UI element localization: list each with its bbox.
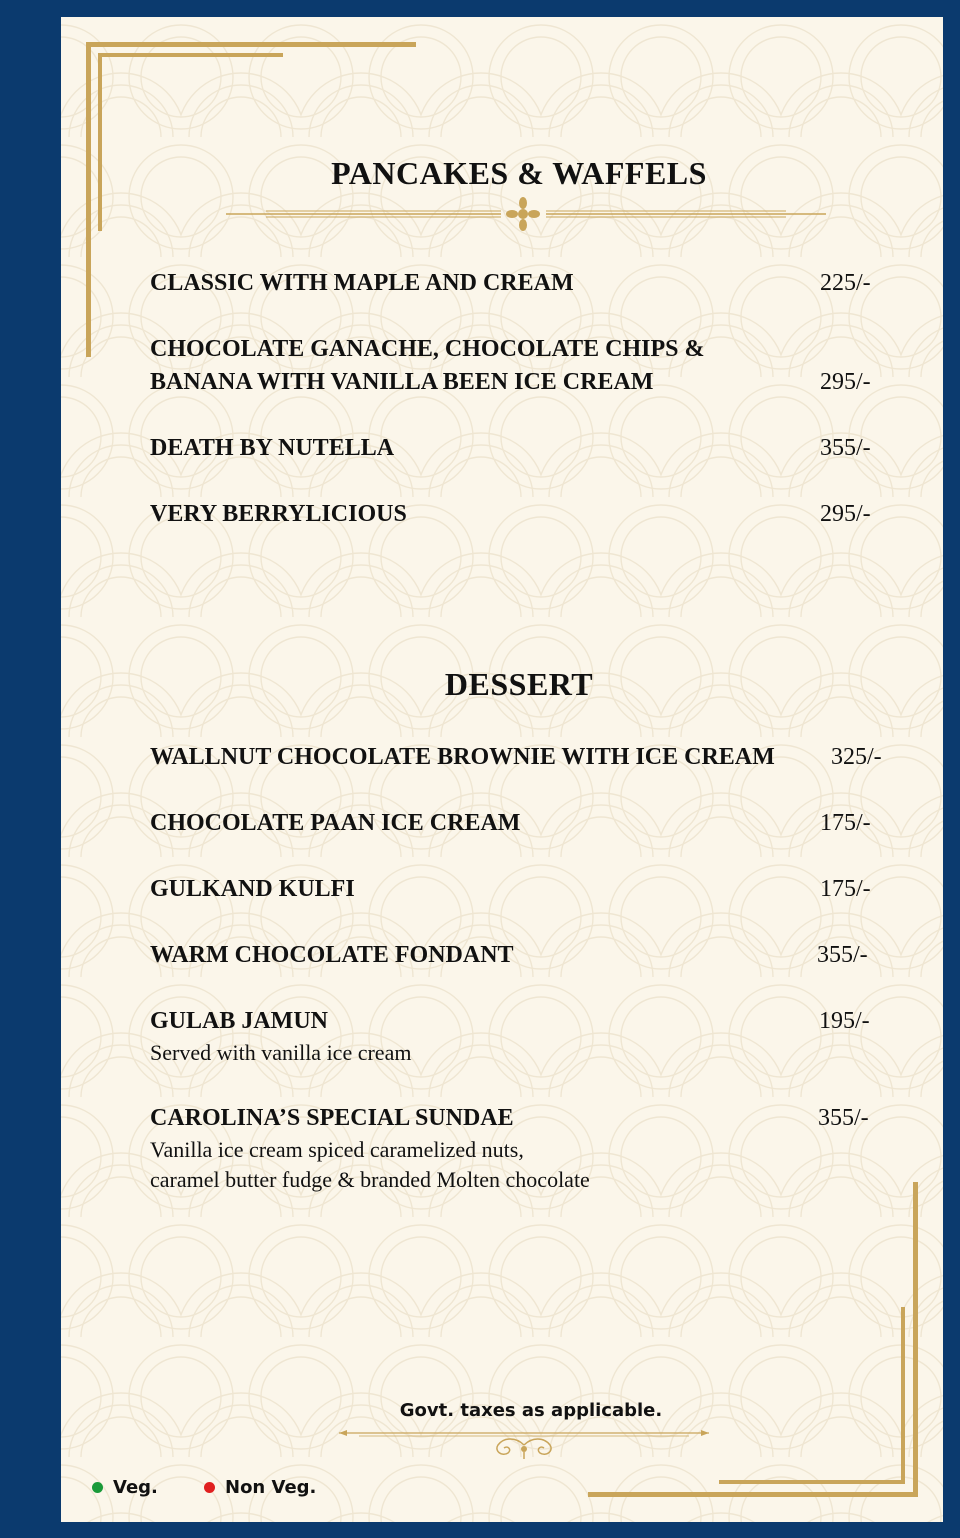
corner-frame-top-left-inner (98, 53, 102, 231)
item-price: 175/- (820, 876, 871, 902)
menu-item (150, 741, 910, 774)
legend-veg (92, 1477, 158, 1498)
non-veg-dot-icon (204, 1482, 215, 1493)
item-price: 295/- (820, 369, 871, 395)
item-name: DEATH BY NUTELLA (150, 435, 395, 461)
item-description: Vanilla ice cream spiced caramelized nuts, caramel butter fudge & branded Molten chocolate (150, 1137, 590, 1192)
veg-dot-icon (92, 1482, 103, 1493)
menu-item (150, 1005, 910, 1068)
legend-non-veg-label: Non Veg. (225, 1477, 317, 1498)
tax-note: Govt. taxes as applicable. (399, 1400, 663, 1421)
legend-veg-label: Veg. (113, 1477, 158, 1498)
legend-non-veg (204, 1477, 316, 1498)
item-name: WALLNUT CHOCOLATE BROWNIE WITH ICE CREAM (150, 744, 775, 770)
section-title-dessert: DESSERT (444, 666, 594, 702)
item-price: 175/- (820, 810, 871, 836)
menu-item (150, 939, 910, 972)
footer-divider-ornament (339, 1425, 709, 1463)
item-price: 225/- (820, 270, 871, 296)
title-divider-ornament (226, 197, 826, 231)
item-name: CHOCOLATE PAAN ICE CREAM (150, 810, 521, 836)
item-name: GULKAND KULFI (150, 876, 355, 902)
item-name: CLASSIC WITH MAPLE AND CREAM (150, 270, 574, 296)
menu-page (61, 17, 943, 1522)
menu-item (150, 873, 910, 906)
item-name: VERY BERRYLICIOUS (150, 501, 407, 527)
corner-frame-bottom-right-inner (719, 1480, 905, 1484)
menu-item (150, 333, 910, 399)
item-name: GULAB JAMUN (150, 1008, 328, 1034)
menu-item (150, 498, 910, 531)
corner-frame-bottom-right (588, 1492, 918, 1497)
item-description: Served with vanilla ice cream (150, 1040, 412, 1065)
item-price: 355/- (818, 1105, 869, 1131)
item-price: 295/- (820, 501, 871, 527)
corner-frame-bottom-right-inner (901, 1307, 905, 1484)
menu-item (150, 1102, 910, 1195)
section-title-pancakes: PANCAKES & WAFFELS (331, 155, 707, 191)
item-price: 195/- (819, 1008, 870, 1034)
item-price: 355/- (817, 942, 868, 968)
item-name: CAROLINA’S SPECIAL SUNDAE (150, 1105, 514, 1131)
item-price: 355/- (820, 435, 871, 461)
corner-frame-bottom-right (913, 1182, 918, 1497)
menu-item (150, 267, 910, 300)
menu-item (150, 432, 910, 465)
corner-frame-top-left-inner (98, 53, 283, 57)
corner-frame-top-left (86, 42, 416, 47)
corner-frame-top-left (86, 42, 91, 357)
item-price: 325/- (831, 744, 882, 770)
item-name: WARM CHOCOLATE FONDANT (150, 942, 514, 968)
menu-item (150, 807, 910, 840)
item-name: CHOCOLATE GANACHE, CHOCOLATE CHIPS & BANANA WITH VANILLA BEEN ICE CREAM (150, 336, 705, 395)
